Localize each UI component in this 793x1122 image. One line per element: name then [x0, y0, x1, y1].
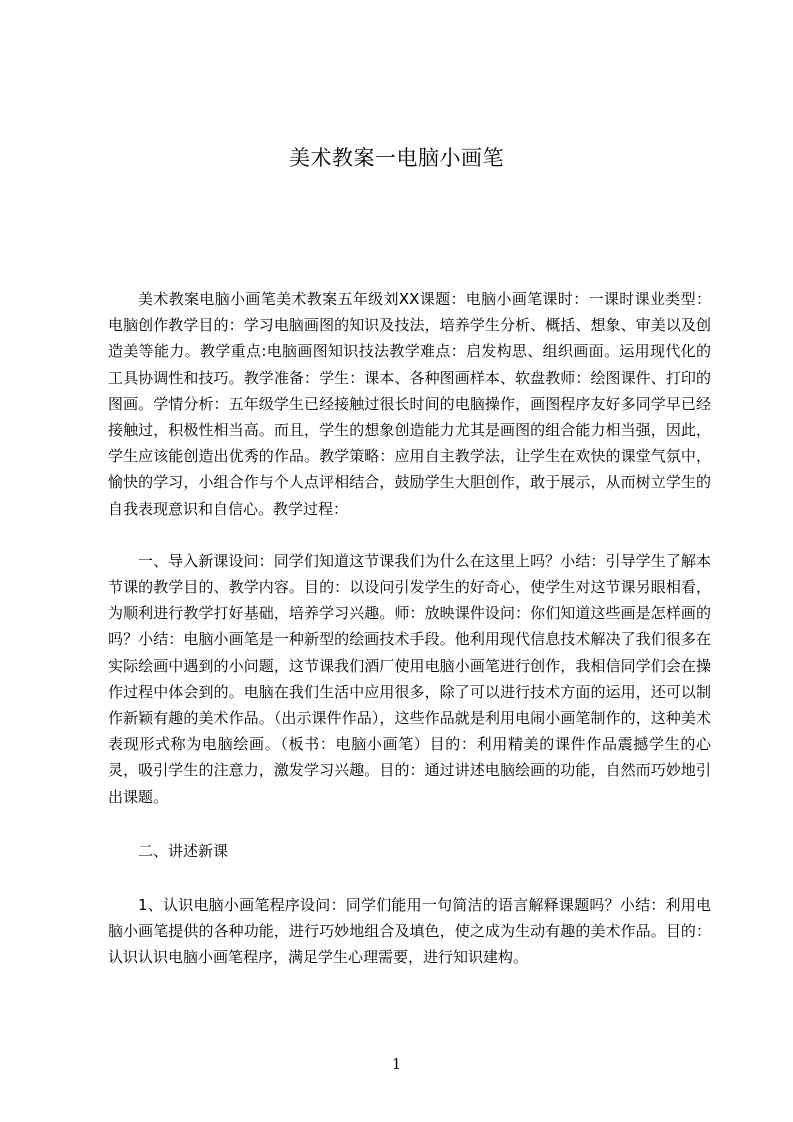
paragraph-intro: 美术教案电脑小画笔美术教案五年级刘XX课题：电脑小画笔课时：一课时课业类型：电脑创作教学目的：学习电脑画图的知识及技法，培养学生分析、概括、想象、审美以及创造美等能力。教学重点:电脑画图知识技法教学难点：启发构思、组织画面。运用现代化的工具协调性和技巧。教学准备：学生：课本、各种图画样本、软盘教师：绘图课件、打印的图画。学情分析：五年级学生已经接触过很长时间的电脑操作，画图程序友好多同学早已经接触过，积极性相当高。而且，学生的想象创造能力尤其是画图的组合能力相当强，因此，学生应该能创造出优秀的作品。教学策略：应用自主教学法，让学生在欢快的课堂气氛中，愉快的学习，小组合作与个人点评相结合，鼓励学生大胆创作，敢于展示，从而树立学生的自我表现意识和自信心。教学过程： [108, 290, 711, 518]
paragraph-section-two-heading: 二、讲述新课 [138, 841, 229, 860]
document-title: 美术教案一电脑小画笔 [289, 146, 504, 170]
document-body [108, 286, 711, 971]
page-number: 1 [391, 1055, 402, 1073]
paragraph-section-one: 一、导入新课设问：同学们知道这节课我们为什么在这里上吗？小结：引导学生了解本节课的教学目的、教学内容。目的：以设问引发学生的好奇心，使学生对这节课另眼相看，为顺利进行教学打好基础，培养学习兴趣。师：放映课件设问：你们知道这些画是怎样画的吗？小结：电脑小画笔是一种新型的绘画技术手段。他利用现代信息技术解决了我们很多在实际绘画中遇到的小问题，这节课我们酒厂使用电脑小画笔进行创作，我相信同学们会在操作过程中体会到的。电脑在我们生活中应用很多，除了可以进行技术方面的运用，还可以制作新颖有趣的美术作品。（出示课件作品），这些作品就是利用电闹小画笔制作的，这种美术表现形式称为电脑绘画。（板书：电脑小画笔）目的：利用精美的课件作品震撼学生的心灵，吸引学生的注意力，激发学习兴趣。目的：通过讲述电脑绘画的功能，自然而巧妙地引出课题。 [108, 551, 711, 806]
paragraph-section-two-item-one: 1、认识电脑小画笔程序设问：同学们能用一句简洁的语言解释课题吗？小结：利用电脑小画笔提供的各种功能，进行巧妙地组合及填色，使之成为生动有趣的美术作品。目的：认识认识电脑小画笔程序，满足学生心理需要，进行知识建构。 [108, 896, 711, 967]
